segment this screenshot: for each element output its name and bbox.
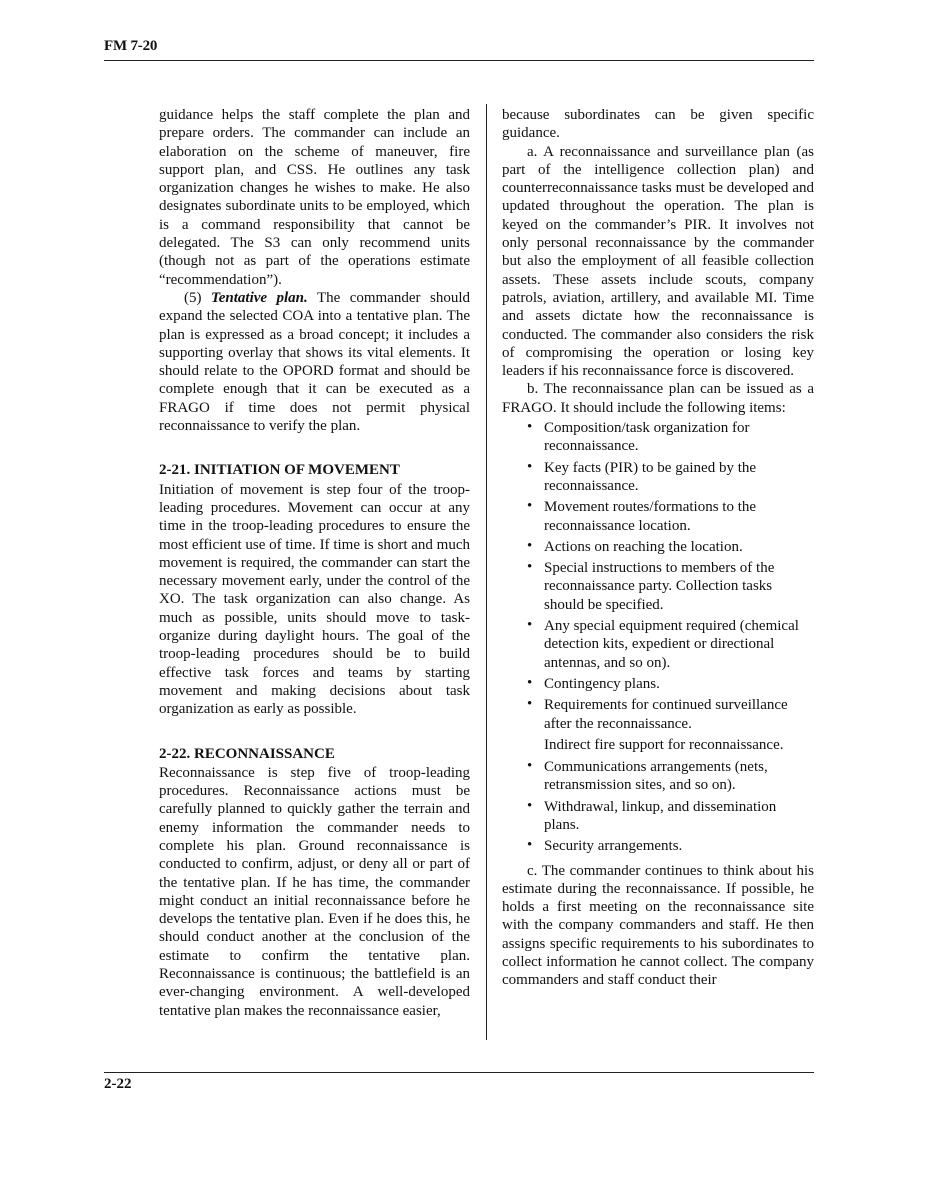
bullet-icon: • [527,797,533,814]
bullet-icon: • [527,837,533,854]
list-item-text: Composition/task organization for reconnaissance. [544,420,750,455]
list-item [527,537,814,556]
bullet-icon: • [527,419,533,436]
section-heading-reconnaissance: 2-22. RECONNAISSANCE [159,745,335,762]
running-header: FM 7-20 [104,38,158,54]
list-item-text: Actions on reaching the location. [544,538,743,555]
list-item [527,696,814,733]
tentative-plan-paragraph [159,289,470,435]
list-item [527,758,814,795]
list-item-text: Withdrawal, linkup, and dissemination plans. [544,798,777,833]
list-item [527,419,814,456]
bullet-icon: • [527,537,533,554]
bullet-icon: • [527,758,533,775]
bullet-icon: • [527,498,533,515]
paragraph-c-commander-estimate: c. The commander continues to think about his estimate during the reconnaissance. If possible, he holds a first meeting on the reconnaissance site with the company commanders and staff. He then assigns specific requirements to his subordinates to collect information he cannot collect. The company commanders and staff conduct their [502,862,814,989]
reconnaissance-paragraph: Reconnaissance is step five of troop-leading procedures. Reconnaissance actions must be carefully planned to quickly gather the terrain and enemy information the commander needs to complete his plan. Ground reconnaissance is conducted to confirm, adjust, or deny all or part of the tentative plan. If he has time, the commander might conduct an initial reconnaissance before he develops the tentative plan. Even if he does this, he should conduct another at the conclusion of the estimate to confirm the tentative plan. Reconnaissance is continuous; the battlefield is an ever-changing environment. A well-developed tentative plan makes the reconnaissance easier, [159,764,470,1019]
paragraph-a-surveillance-plan: a. A reconnaissance and surveillance plan (as part of the intelligence collection plan) and counterreconnaissance tasks must be developed and updated throughout the operation. The plan is keyed on the commander’s PIR. It involves not only personal reconnaissance by the commander but also the employment of all feasible collection assets. These assets include scouts, company patrols, aviation, artillery, and available MI. Time and assets dictate how the reconnaissance is conducted. The commander also considers the risk of compromising the operation or losing key leaders if his reconnaissance force is discovered. [502,143,814,380]
list-item [527,674,814,693]
list-item [527,617,814,672]
paragraph-b-recon-frago: b. The reconnaissance plan can be issued as a FRAGO. It should include the following items: [502,381,814,416]
initiation-of-movement-paragraph: Initiation of movement is step four of the troop-leading procedures. Movement can occur at any time in the troop-leading procedures to ensure the most efficient use of time. If time is short and much movement is required, the commander can start the necessary movement early, under the control of the XO. The task organization can also change. As much as possible, units should move to task-organize during daylight hours. The goal of the troop-leading procedures should be to build effective task forces and teams by starting movement and making decisions about task organization as early as possible. [159,481,470,718]
bullet-icon: • [527,559,533,576]
header-rule [104,60,814,61]
left-column [159,106,470,1020]
list-item-text: Key facts (PIR) to be gained by the reconnaissance. [544,459,757,494]
bullet-icon: • [527,617,533,634]
tentative-plan-number: (5) [184,289,202,306]
tentative-plan-body: The commander should expand the selected COA into a tentative plan. The plan is expressed as a broad concept; it includes a supporting overlay that shows its vital elements. It should relate to the OPORD format and should be complete enough that it can be executed as a FRAGO if time does not permit physical reconnaissance to verify the plan. [159,289,470,435]
right-column [502,106,814,990]
list-item-unbulleted: Indirect fire support for reconnaissance. [544,736,784,753]
left-paragraph-guidance: guidance helps the staff complete the plan and prepare orders. The commander can include an elaboration on the scheme of maneuver, fire support plan, and CSS. He outlines any task organization changes he wishes to make. He also designates subordinate units to be employed, which is a command responsibility that cannot be delegated. The S3 can only recommend units (though not as part of the operations estimate “recommendation”). [159,107,470,288]
list-item-text: Requirements for continued surveillance after the reconnaissance. [544,697,788,732]
bullet-icon: • [527,458,533,475]
recon-plan-items-list-continued [502,758,814,855]
bullet-icon: • [527,696,533,713]
column-divider [486,104,487,1040]
list-item [527,837,814,855]
bullet-icon: • [527,674,533,691]
list-item-text: Communications arrangements (nets, retransmission sites, and so on). [544,759,768,794]
list-item-text: Special instructions to members of the reconnaissance party. Collection tasks should be specified. [544,560,775,613]
right-paragraph-continuation: because subordinates can be given specific guidance. [502,107,814,142]
list-item [527,559,814,614]
tentative-plan-title: Tentative plan. [210,289,308,306]
list-item-text: Security arrangements. [544,838,683,855]
footer-rule [104,1072,814,1073]
list-item-text: Any special equipment required (chemical detection kits, expedient or directional antennas, and so on). [544,618,799,671]
recon-plan-items-list [502,419,814,733]
list-item [527,797,814,835]
list-item-text: Contingency plans. [544,675,660,692]
list-item [527,458,814,496]
list-item [527,498,814,535]
list-item-text: Movement routes/formations to the reconnaissance location. [544,499,757,534]
page-number: 2-22 [104,1076,132,1092]
section-heading-initiation-of-movement: 2-21. INITIATION OF MOVEMENT [159,462,400,479]
